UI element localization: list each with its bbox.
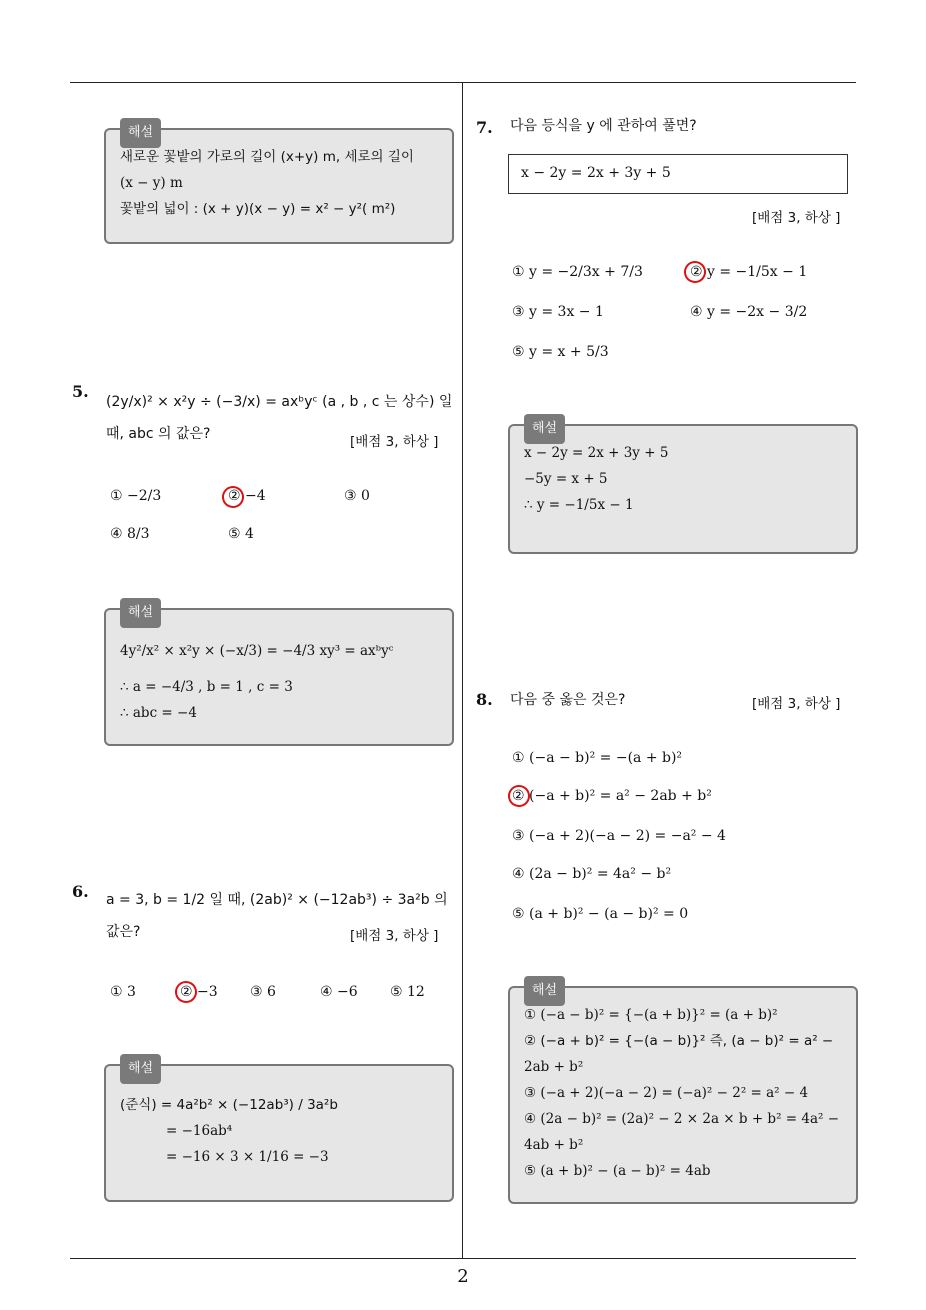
option-8-1[interactable]: ① (−a − b)² = −(a + b)² bbox=[512, 750, 683, 766]
solution-box-8 bbox=[508, 983, 858, 1204]
option-8-4[interactable]: ④ (2a − b)² = 4a² − b² bbox=[512, 866, 672, 882]
column-divider bbox=[462, 82, 463, 1258]
option-8-5[interactable]: ⑤ (a + b)² − (a − b)² = 0 bbox=[512, 906, 689, 922]
option-6-3[interactable]: ③ 6 bbox=[250, 984, 276, 1000]
solution-tag: 해설 bbox=[120, 118, 161, 148]
option-8-2[interactable]: ② (−a + b)² = a² − 2ab + b² bbox=[512, 788, 712, 804]
option-6-5[interactable]: ⑤ 12 bbox=[390, 984, 425, 1000]
option-6-1[interactable]: ① 3 bbox=[110, 984, 136, 1000]
solution-tag: 해설 bbox=[524, 414, 565, 444]
question-line: 값은? bbox=[106, 924, 141, 940]
solution-line: 새로운 꽃밭의 가로의 길이 (x+y) m, 세로의 길이 bbox=[120, 149, 414, 165]
question-text-8: 다음 중 옳은 것은? bbox=[510, 692, 626, 708]
option-7-5[interactable]: ⑤ y = x + 5/3 bbox=[512, 344, 609, 360]
solution-line: ① (−a − b)² = {−(a + b)}² = (a + b)² bbox=[524, 1007, 778, 1023]
points-label-6: [배점 3, 하상 ] bbox=[350, 928, 439, 944]
points-label-5: [배점 3, 하상 ] bbox=[350, 434, 439, 450]
option-7-1[interactable]: ① y = −2/3x + 7/3 bbox=[512, 264, 643, 280]
option-5-3[interactable]: ③ 0 bbox=[344, 488, 370, 504]
solution-box-5 bbox=[104, 605, 454, 746]
solution-line: (x − y) m bbox=[120, 175, 183, 191]
answer-circle-mark bbox=[173, 979, 200, 1006]
question-line: a = 3, b = 1/2 일 때, (2ab)² × (−12ab³) ÷ 3a²b 의 bbox=[106, 892, 448, 908]
option-5-4[interactable]: ④ 8/3 bbox=[110, 526, 150, 542]
solution-line: 2ab + b² bbox=[524, 1059, 584, 1075]
option-5-2[interactable]: ② −4 bbox=[228, 488, 266, 504]
solution-line: 꽃밭의 넓이 : (x + y)(x − y) = x² − y²( m²) bbox=[120, 201, 396, 217]
question-line: 때, abc 의 값은? bbox=[106, 426, 211, 442]
page-number: 2 bbox=[457, 1266, 469, 1287]
question-text-7: 다음 등식을 y 에 관하여 풀면? bbox=[510, 118, 697, 134]
answer-circle-mark bbox=[506, 783, 533, 810]
solution-line: = −16 × 3 × 1/16 = −3 bbox=[166, 1149, 329, 1165]
solution-line: 4y²/x² × x²y × (−x/3) = −4/3 xy³ = axᵇyᶜ bbox=[120, 643, 394, 659]
solution-line: 4ab + b² bbox=[524, 1137, 584, 1153]
solution-line: x − 2y = 2x + 3y + 5 bbox=[524, 445, 669, 461]
solution-tag: 해설 bbox=[120, 1054, 161, 1084]
question-number-7: 7. bbox=[476, 118, 493, 137]
solution-line: −5y = x + 5 bbox=[524, 471, 608, 487]
question-number-5: 5. bbox=[72, 382, 89, 401]
solution-line: ∴ a = −4/3 , b = 1 , c = 3 bbox=[120, 679, 293, 695]
solution-line: ∴ y = −1/5x − 1 bbox=[524, 497, 634, 513]
equation-box: x − 2y = 2x + 3y + 5 bbox=[508, 154, 848, 194]
points-label-8: [배점 3, 하상 ] bbox=[752, 696, 841, 712]
option-5-5[interactable]: ⑤ 4 bbox=[228, 526, 254, 542]
solution-line: ② (−a + b)² = {−(a − b)}² 즉, (a − b)² = a² − bbox=[524, 1033, 834, 1049]
question-number-8: 8. bbox=[476, 690, 493, 709]
solution-tag: 해설 bbox=[524, 976, 565, 1006]
option-6-2[interactable]: ② −3 bbox=[180, 984, 218, 1000]
answer-circle-mark bbox=[682, 259, 709, 286]
solution-box-4 bbox=[104, 125, 454, 244]
question-line: (2y/x)² × x²y ÷ (−3/x) = axᵇyᶜ (a , b , c 는 상수) 일 bbox=[106, 394, 453, 410]
option-7-2[interactable]: ② y = −1/5x − 1 bbox=[690, 264, 808, 280]
option-5-1[interactable]: ① −2/3 bbox=[110, 488, 162, 504]
solution-line: ⑤ (a + b)² − (a − b)² = 4ab bbox=[524, 1163, 711, 1179]
solution-line: ③ (−a + 2)(−a − 2) = (−a)² − 2² = a² − 4 bbox=[524, 1085, 809, 1101]
solution-box-6 bbox=[104, 1061, 454, 1202]
solution-line: = −16ab⁴ bbox=[166, 1123, 233, 1139]
option-7-3[interactable]: ③ y = 3x − 1 bbox=[512, 304, 604, 320]
solution-line: ④ (2a − b)² = (2a)² − 2 × 2a × b + b² = 4a² − bbox=[524, 1111, 840, 1127]
option-6-4[interactable]: ④ −6 bbox=[320, 984, 358, 1000]
option-8-3[interactable]: ③ (−a + 2)(−a − 2) = −a² − 4 bbox=[512, 828, 726, 844]
solution-box-7 bbox=[508, 421, 858, 554]
points-label-7: [배점 3, 하상 ] bbox=[752, 210, 841, 226]
option-7-4[interactable]: ④ y = −2x − 3/2 bbox=[690, 304, 808, 320]
solution-tag: 해설 bbox=[120, 598, 161, 628]
top-rule bbox=[70, 82, 856, 83]
solution-line: ∴ abc = −4 bbox=[120, 705, 197, 721]
solution-line: (준식) = 4a²b² × (−12ab³) / 3a²b bbox=[120, 1097, 338, 1113]
bottom-rule bbox=[70, 1258, 856, 1259]
question-number-6: 6. bbox=[72, 882, 89, 901]
